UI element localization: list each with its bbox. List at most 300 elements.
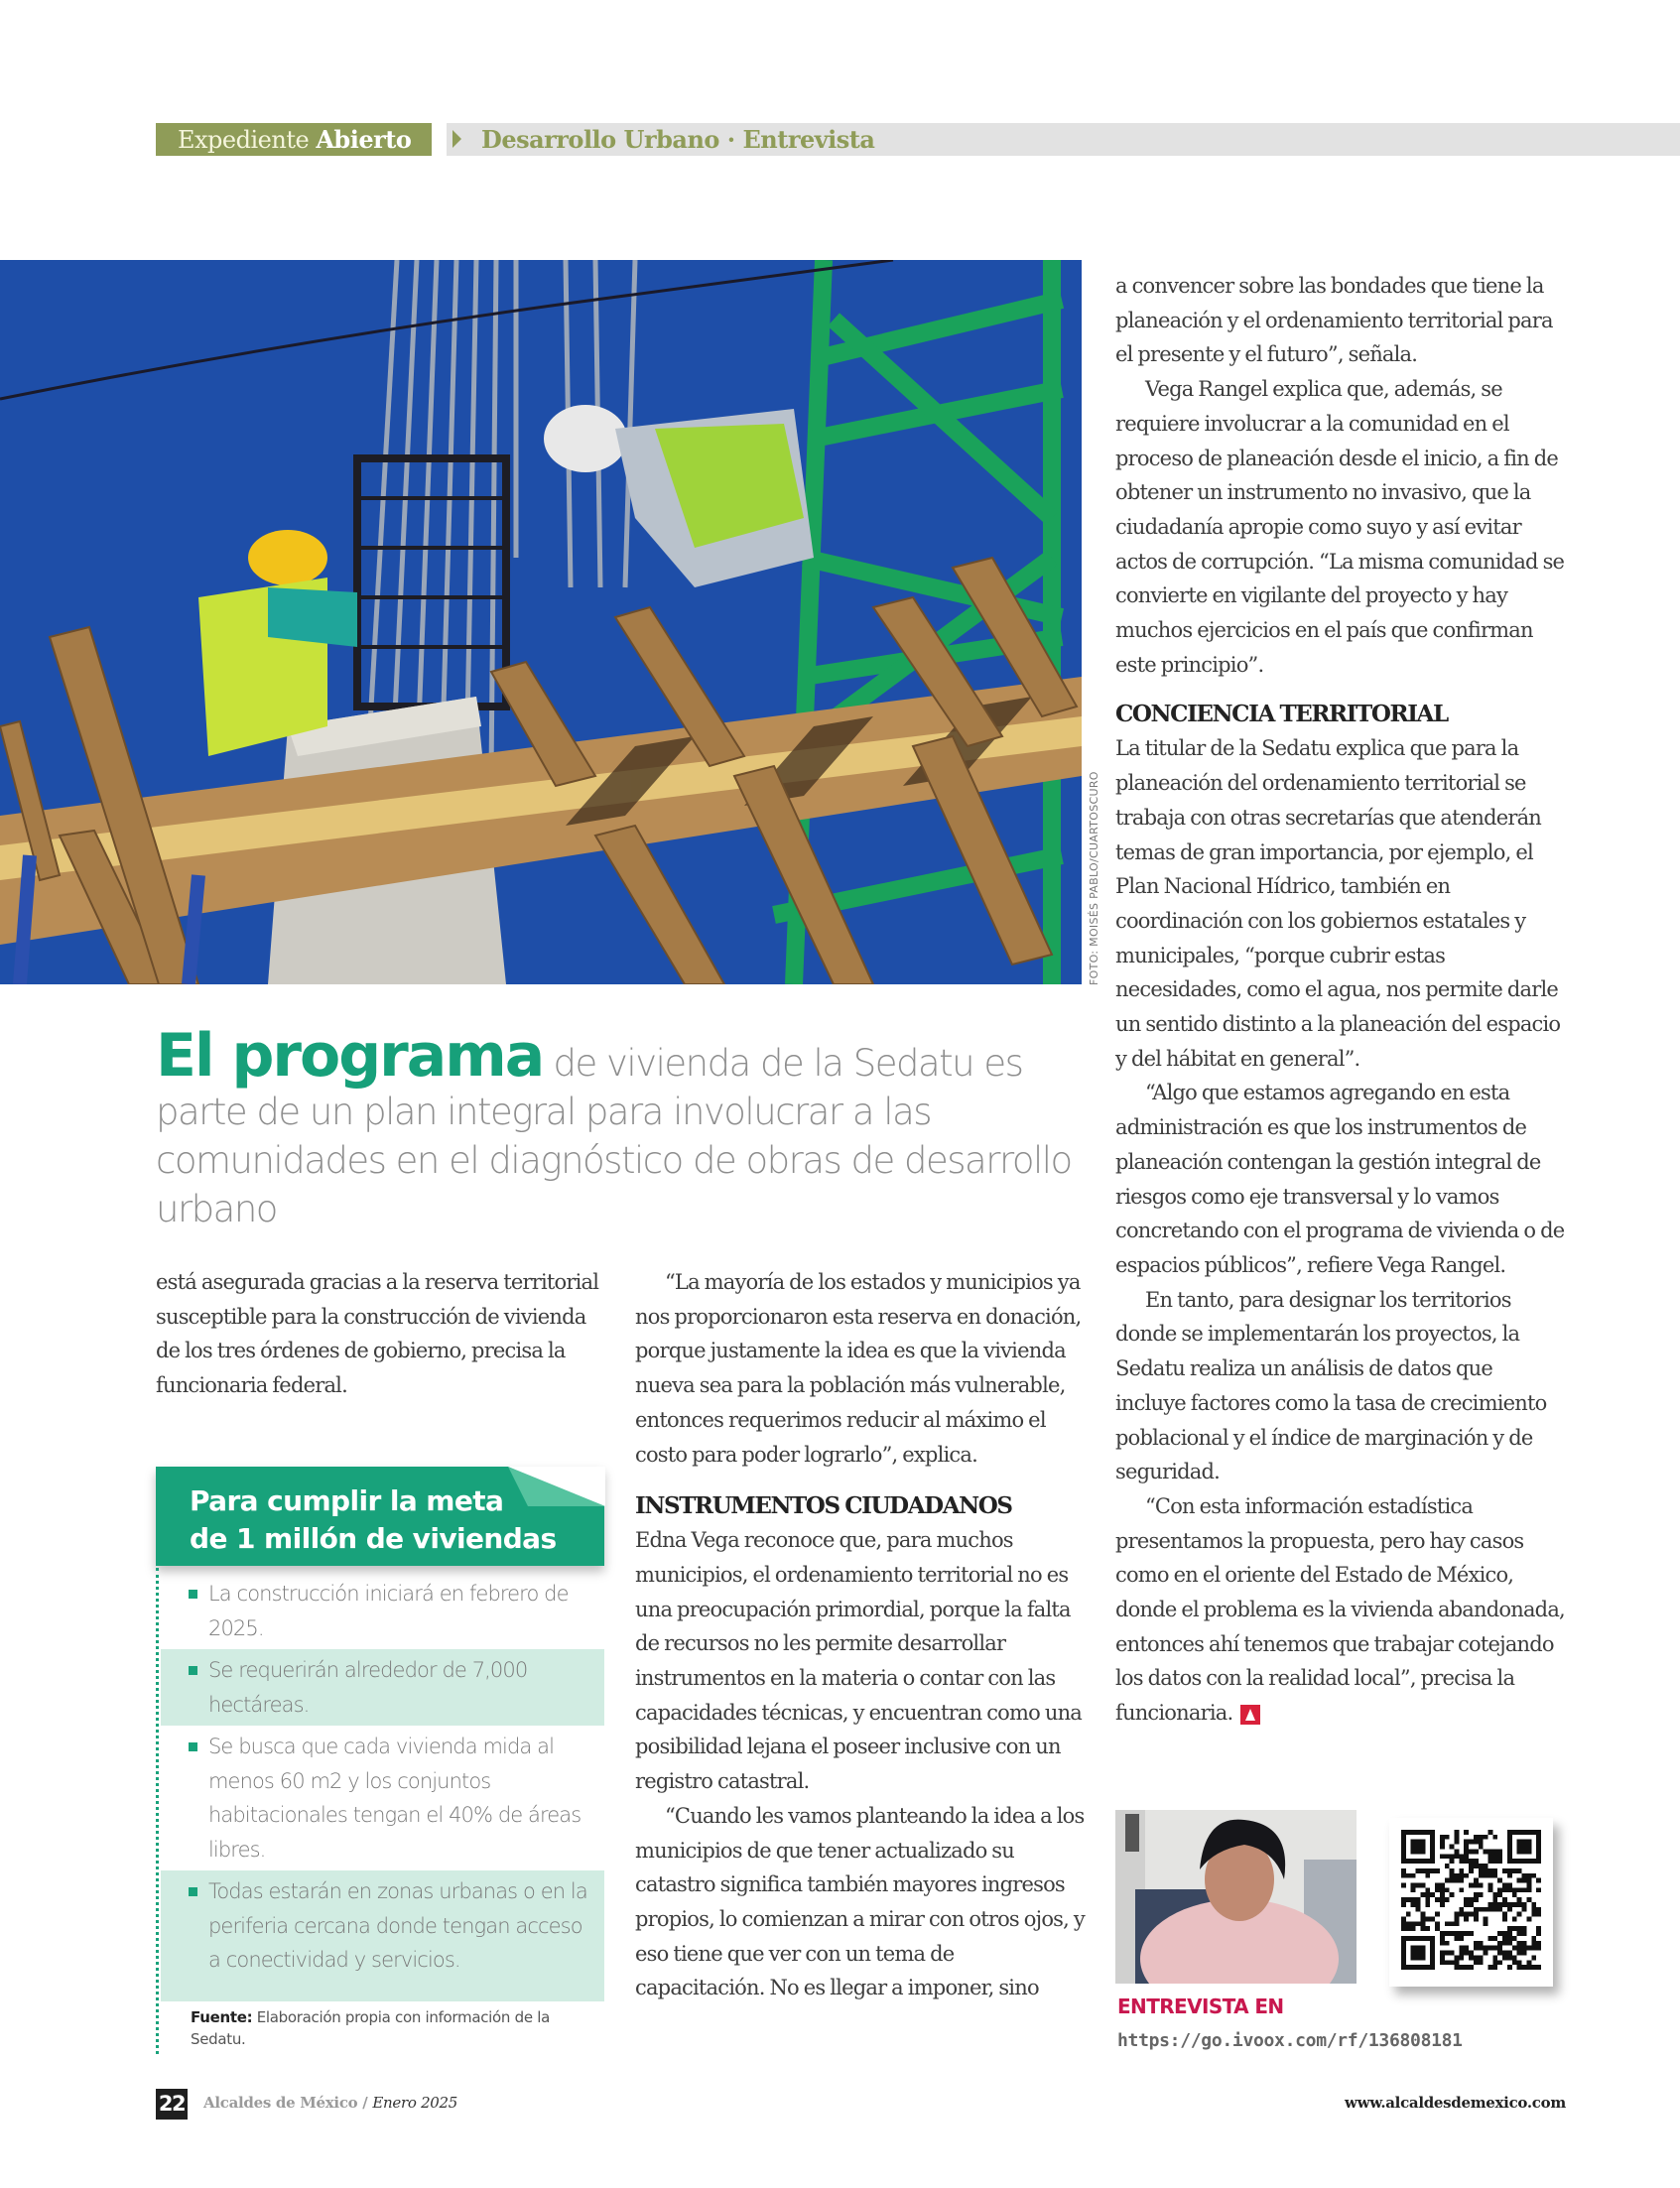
qr-module [1512,1946,1517,1951]
qr-module [1526,1946,1531,1951]
qr-module [1464,1873,1469,1878]
qr-module [1484,1835,1488,1840]
qr-module [1425,1892,1430,1897]
qr-module [1526,1960,1531,1965]
subheading: CONCIENCIA TERRITORIAL [1115,701,1448,728]
qr-module [1445,1835,1450,1840]
qr-module [1536,1965,1541,1970]
qr-module [1440,1936,1445,1941]
qr-module [1502,1917,1507,1922]
qr-module [1416,1868,1421,1873]
qr-module [1497,1892,1502,1897]
square-bullet-icon [189,1666,197,1675]
qr-module [1507,1955,1512,1960]
footer-publication [203,2094,457,2112]
qr-module [1435,1912,1440,1917]
qr-module [1526,1887,1531,1892]
qr-module [1479,1960,1484,1965]
qr-module [1420,1921,1425,1926]
issue-date: Enero 2025 [372,2094,458,2112]
paragraph: “Algo que estamos agregando en esta administración es que los instrumentos de planeación contengan la gestión integral de riesgos como eje transversal y lo vamos concretando con el programa de vivienda o de espacios públicos”, refiere Vega Rangel. [1115,1081,1565,1277]
qr-module [1469,1912,1474,1917]
paragraph: Edna Vega reconoce que, para muchos municipios, el ordenamiento territorial no es una preocupación primordial, porque la falta de recursos no les permite desarrollar instrumentos en la materia o contar con las capacidades técnicas, y encuentran como una posibilidad lejana el poseer inclusive con un registro catastral. [635,1528,1083,1794]
qr-module [1440,1887,1445,1892]
qr-module [1440,1955,1445,1960]
qr-module [1536,1878,1541,1883]
square-bullet-icon [189,1742,197,1751]
qr-module [1464,1859,1469,1864]
qr-module [1464,1931,1469,1936]
qr-module [1406,1873,1411,1878]
paragraph: a convencer sobre las bondades que tiene la planeación y el ordenamiento territorial para el presente y el futuro”, señala. [1115,274,1553,367]
qr-module [1526,1882,1531,1887]
sidebox-title-line-1: Para cumplir la meta [190,1484,504,1517]
qr-module [1420,1868,1425,1873]
qr-module [1492,1936,1497,1941]
qr-module [1492,1897,1497,1902]
section-tag-bold: Abierto [316,125,412,154]
qr-module [1474,1912,1479,1917]
qr-module [1435,1926,1440,1931]
qr-module [1479,1845,1484,1850]
qr-module [1464,1849,1469,1854]
qr-module [1507,1873,1512,1878]
qr-module [1531,1955,1536,1960]
qr-module [1420,1892,1425,1897]
qr-module [1440,1941,1445,1946]
paragraph: La titular de la Sedatu explica que para la planeación del ordenamiento territorial se trabaja con otras secretarías que atenderán temas de gran importancia, por ejemplo, el Plan Nacional Hídrico, también en coordinación con los gobiernos estatales y municipales, “porque cubrir estas necesidades, como el agua, nos permite darle un sentido distinto a la planeación del espacio y del hábitat en general”. [1115,736,1561,1071]
qr-module [1522,1907,1527,1912]
qr-module [1488,1868,1493,1873]
qr-module [1459,1946,1464,1951]
qr-module [1507,1951,1512,1956]
qr-module [1469,1882,1474,1887]
qr-module [1440,1835,1445,1840]
qr-module [1445,1921,1450,1926]
sidebox-title-line-2: de 1 millón de viviendas [190,1522,557,1555]
qr-module [1502,1902,1507,1907]
qr-module [1536,1946,1541,1951]
page-number: 22 [156,2089,188,2120]
qr-module [1497,1859,1502,1864]
qr-module [1440,1882,1445,1887]
qr-module [1459,1878,1464,1883]
qr-module [1440,1854,1445,1859]
end-of-article-icon [1240,1705,1260,1725]
qr-module [1502,1887,1507,1892]
source-label: Fuente: [191,2008,253,2026]
qr-module [1459,1854,1464,1859]
qr-module [1531,1902,1536,1907]
triangle-right-icon [452,130,461,148]
qr-module [1435,1897,1440,1902]
qr-module [1517,1931,1522,1936]
sidebox-source [191,2006,587,2050]
qr-module [1454,1955,1459,1960]
qr-module [1512,1868,1517,1873]
qr-module [1497,1902,1502,1907]
qr-module [1488,1859,1493,1864]
qr-module [1454,1873,1459,1878]
qr-module [1507,1882,1512,1887]
breadcrumb-subsection: Entrevista [742,125,875,154]
qr-module [1454,1830,1459,1835]
qr-module [1502,1868,1507,1873]
paragraph-text: “Con esta información estadística presentamos la propuesta, pero hay casos como en el oriente del Estado de México, donde el problema es la vivienda abandonada, entonces ahí tenemos que trabajar cotejando los datos con la realidad local”, precisa la funcionaria. [1115,1493,1565,1726]
sidebox-list-item [161,1649,604,1726]
qr-module [1474,1955,1479,1960]
qr-module [1474,1907,1479,1912]
section-tag [156,123,432,156]
qr-module [1411,1897,1416,1902]
qr-module [1497,1931,1502,1936]
headline-lead: El programa [156,1021,544,1091]
qr-module [1411,1882,1416,1887]
qr-module [1492,1965,1497,1970]
qr-module [1401,1926,1406,1931]
qr-code-icon [1401,1830,1541,1970]
qr-module [1497,1960,1502,1965]
breadcrumb-section: Desarrollo Urbano [481,125,719,154]
qr-module [1488,1907,1493,1912]
qr-module [1450,1960,1455,1965]
qr-module [1507,1936,1512,1941]
qr-module [1450,1854,1455,1859]
qr-module [1459,1965,1464,1970]
qr-module [1507,1907,1512,1912]
qr-module [1469,1955,1474,1960]
qr-module [1469,1840,1474,1845]
qr-module [1479,1864,1484,1868]
qr-module [1401,1897,1406,1902]
qr-module [1522,1902,1527,1907]
qr-module [1454,1835,1459,1840]
qr-module [1492,1859,1497,1864]
breadcrumb-separator: · [726,125,735,154]
qr-module [1484,1921,1488,1926]
qr-module [1474,1849,1479,1854]
qr-module [1464,1897,1469,1902]
qr-module [1479,1941,1484,1946]
qr-module [1497,1849,1502,1854]
qr-module [1479,1882,1484,1887]
qr-module [1536,1907,1541,1912]
qr-module [1512,1902,1517,1907]
qr-module [1425,1897,1430,1902]
qr-module [1474,1917,1479,1922]
qr-module [1406,1912,1411,1917]
qr-module [1459,1912,1464,1917]
qr-code[interactable] [1389,1818,1553,1987]
qr-module [1445,1960,1450,1965]
qr-module [1445,1951,1450,1956]
qr-module [1507,1941,1512,1946]
qr-module [1469,1951,1474,1956]
qr-module [1469,1849,1474,1854]
qr-module [1401,1868,1406,1873]
qr-module [1420,1917,1425,1922]
qr-module [1401,1902,1406,1907]
qr-module [1507,1887,1512,1892]
qr-module [1411,1840,1426,1855]
qr-module [1526,1878,1531,1883]
qr-module [1435,1887,1440,1892]
qr-module [1464,1830,1469,1835]
qr-module [1502,1931,1507,1936]
qr-module [1435,1882,1440,1887]
qr-module [1512,1917,1517,1922]
qr-module [1411,1926,1416,1931]
qr-module [1425,1902,1430,1907]
interview-link[interactable]: https://go.ivoox.com/rf/136808181 [1117,2030,1463,2051]
qr-module [1445,1941,1450,1946]
sidebox-list-item-text: Todas estarán en zonas urbanas o en la periferia cercana donde tengan acceso a conectividad y servicios. [208,1879,587,1972]
qr-module [1416,1897,1421,1902]
qr-module [1464,1912,1469,1917]
sidebox-list-item [161,1573,604,1649]
qr-module [1440,1931,1445,1936]
qr-module [1469,1868,1474,1873]
qr-module [1469,1931,1474,1936]
qr-module [1531,1965,1536,1970]
qr-module [1469,1902,1474,1907]
qr-module [1522,1887,1527,1892]
qr-module [1474,1835,1479,1840]
page-fold-icon [508,1467,605,1506]
qr-module [1536,1931,1541,1936]
qr-module [1522,1873,1527,1878]
qr-module [1450,1878,1455,1883]
qr-module [1416,1902,1421,1907]
qr-module [1488,1873,1493,1878]
qr-module [1454,1840,1459,1845]
qr-module [1474,1882,1479,1887]
qr-module [1492,1835,1497,1840]
qr-module [1406,1926,1411,1931]
qr-module [1474,1892,1479,1897]
source-text: Elaboración propia con información de la Sedatu. [191,2008,550,2048]
qr-module [1517,1912,1522,1917]
qr-module [1425,1868,1430,1873]
qr-module [1445,1854,1450,1859]
qr-module [1454,1921,1459,1926]
qr-module [1411,1873,1416,1878]
qr-module [1484,1951,1488,1956]
qr-module [1411,1887,1416,1892]
qr-module [1464,1902,1469,1907]
breadcrumb [481,123,874,156]
article-column-1 [156,1265,607,1403]
qr-module [1531,1907,1536,1912]
portrait-illustration [1115,1810,1357,1984]
qr-module [1401,1882,1406,1887]
qr-module [1416,1921,1421,1926]
qr-module [1492,1960,1497,1965]
qr-module [1531,1936,1536,1941]
qr-module [1450,1931,1455,1936]
qr-module [1502,1955,1507,1960]
paragraph [1115,1489,1567,1731]
article-column-3 [1115,269,1567,1731]
qr-module [1469,1965,1474,1970]
qr-module [1474,1864,1479,1868]
qr-module [1406,1897,1411,1902]
paragraph: está asegurada gracias a la reserva territorial susceptible para la construcción de vivienda de los tres órdenes de gobierno, precisa la funcionaria federal. [156,1270,599,1398]
qr-module [1522,1946,1527,1951]
publication-name: Alcaldes de México [203,2094,358,2112]
qr-module [1479,1840,1484,1845]
qr-module [1507,1902,1512,1907]
headline-deck [156,1021,1089,1233]
qr-module [1512,1926,1517,1931]
qr-module [1536,1941,1541,1946]
qr-module [1479,1946,1484,1951]
qr-module [1440,1897,1445,1902]
qr-module [1517,1902,1522,1907]
sidebox-list-item [161,1870,604,2001]
qr-module [1450,1921,1455,1926]
qr-module [1459,1868,1464,1873]
qr-module [1531,1912,1536,1917]
qr-module [1484,1907,1488,1912]
qr-module [1484,1868,1488,1873]
qr-module [1435,1921,1440,1926]
qr-module [1517,1946,1522,1951]
qr-module [1459,1907,1464,1912]
qr-module [1440,1845,1445,1850]
qr-module [1512,1960,1517,1965]
qr-module [1492,1873,1497,1878]
sidebox-list-item-text: La construcción iniciará en febrero de 2025. [208,1582,569,1640]
qr-module [1416,1882,1421,1887]
qr-module [1420,1926,1425,1931]
qr-module [1497,1941,1502,1946]
qr-module [1517,1951,1522,1956]
qr-module [1479,1907,1484,1912]
qr-module [1488,1887,1493,1892]
qr-module [1517,1887,1522,1892]
qr-module [1492,1849,1497,1854]
qr-module [1479,1835,1484,1840]
qr-module [1479,1892,1484,1897]
qr-module [1517,1926,1522,1931]
qr-module [1512,1936,1517,1941]
qr-module [1512,1887,1517,1892]
qr-module [1450,1868,1455,1873]
photo-credit [1086,739,1109,987]
qr-module [1464,1951,1469,1956]
qr-module [1459,1951,1464,1956]
qr-module [1420,1882,1425,1887]
qr-module [1401,1921,1406,1926]
qr-module [1492,1892,1497,1897]
footer-website[interactable]: www.alcaldesdemexico.com [1345,2094,1566,2112]
qr-module [1454,1849,1459,1854]
qr-module [1488,1946,1493,1951]
qr-module [1450,1873,1455,1878]
qr-module [1492,1868,1497,1873]
qr-module [1479,1873,1484,1878]
qr-module [1517,1868,1522,1873]
qr-module [1502,1951,1507,1956]
qr-module [1474,1960,1479,1965]
qr-module [1484,1864,1488,1868]
qr-module [1492,1955,1497,1960]
qr-module [1526,1965,1531,1970]
qr-module [1474,1878,1479,1883]
section-tag-light: Expediente [178,126,310,154]
qr-module [1507,1931,1512,1936]
qr-module [1464,1965,1469,1970]
qr-module [1440,1840,1445,1845]
qr-module [1522,1965,1527,1970]
qr-module [1469,1859,1474,1864]
qr-module [1531,1946,1536,1951]
qr-module [1464,1845,1469,1850]
qr-module [1497,1878,1502,1883]
article-column-2 [635,1265,1087,2005]
qr-module [1526,1873,1531,1878]
qr-module [1484,1946,1488,1951]
qr-module [1464,1917,1469,1922]
qr-module [1484,1873,1488,1878]
qr-module [1488,1965,1493,1970]
qr-module [1517,1965,1522,1970]
qr-module [1526,1897,1531,1902]
qr-module [1425,1926,1430,1931]
sidebox-list [161,1573,604,2001]
qr-module [1401,1873,1406,1878]
qr-module [1531,1941,1536,1946]
qr-module [1502,1936,1507,1941]
qr-module [1517,1878,1522,1883]
qr-module [1522,1878,1527,1883]
paragraph: “La mayoría de los estados y municipios ya nos proporcionaron esta reserva en donación, porque justamente la idea es que la vivienda nueva sea para la población más vulnerable, entonces requerimos reducir al máximo el costo para poder lograrlo”, explica. [635,1270,1082,1467]
qr-module [1445,1887,1450,1892]
qr-module [1488,1854,1493,1859]
qr-module [1450,1892,1455,1897]
qr-module [1488,1882,1493,1887]
square-bullet-icon [189,1590,197,1599]
qr-module [1484,1917,1488,1922]
qr-module [1531,1873,1536,1878]
qr-module [1488,1902,1493,1907]
qr-module [1430,1892,1435,1897]
qr-module [1522,1931,1527,1936]
qr-module [1492,1902,1497,1907]
qr-module [1522,1941,1527,1946]
qr-module [1502,1941,1507,1946]
qr-module [1502,1882,1507,1887]
qr-module [1464,1946,1469,1951]
qr-module [1445,1897,1450,1902]
interviewee-portrait [1115,1810,1357,1984]
qr-module [1425,1917,1430,1922]
paragraph: “Cuando les vamos planteando la idea a los municipios de que tener actualizado su catastro significa también mayores ingresos propios, lo comienzan a mirar con otros ojos, y eso tiene que ver con un tema de capacitación. No es llegar a imponer, sino [635,1803,1085,2000]
qr-module [1411,1946,1426,1961]
qr-module [1536,1926,1541,1931]
qr-module [1488,1830,1493,1835]
paragraph: En tanto, para designar los territorios donde se implementarán los proyectos, la Sedatu realiza un análisis de datos que incluye factores como la tasa de crecimiento poblacional y el índice de marginación y de seguridad. [1115,1287,1547,1484]
qr-module [1430,1868,1435,1873]
qr-module [1459,1887,1464,1892]
qr-module [1464,1854,1469,1859]
qr-module [1425,1887,1430,1892]
qr-module [1488,1936,1493,1941]
qr-module [1507,1965,1512,1970]
qr-module [1454,1965,1459,1970]
qr-module [1492,1907,1497,1912]
